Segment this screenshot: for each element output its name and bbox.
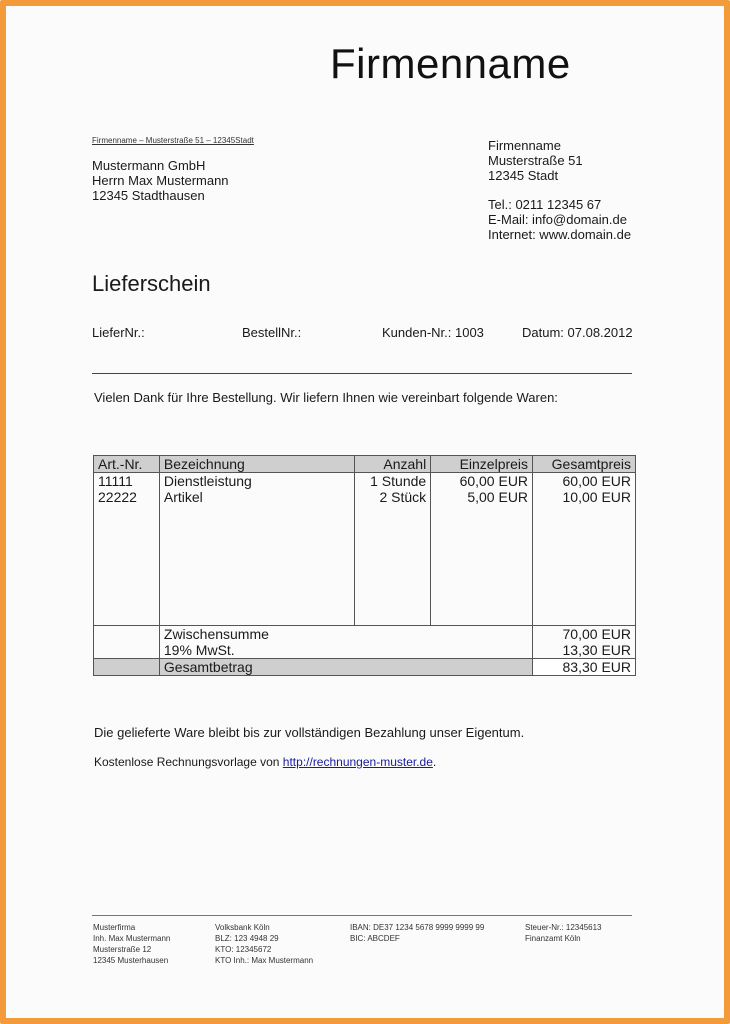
footer-line: 12345 Musterhausen: [93, 956, 169, 965]
template-note: [94, 755, 436, 769]
cell-bezeichnung: Artikel: [159, 489, 354, 505]
cell-anzahl: 2 Stück: [355, 489, 431, 505]
bestell-nr: BestellNr.:: [242, 325, 302, 340]
footer-line: BLZ: 123 4948 29: [215, 934, 279, 943]
cell-einzelpreis: 60,00 EUR: [431, 473, 533, 490]
company-contact: [488, 138, 631, 242]
tax-label: 19% MwSt.: [159, 642, 532, 659]
subtotal-label: Zwischensumme: [159, 626, 532, 643]
company-street: Musterstraße 51: [488, 153, 583, 168]
cell-einzelpreis: 5,00 EUR: [431, 489, 533, 505]
kunden-nr: Kunden-Nr.: 1003: [382, 325, 484, 340]
col-header-artnr: Art.-Nr.: [94, 456, 160, 473]
footer-tax: [525, 922, 602, 944]
tax-row: [94, 642, 636, 659]
subtotal-row: [94, 626, 636, 643]
recipient-line: Mustermann GmbH: [92, 158, 206, 173]
company-city: 12345 Stadt: [488, 168, 559, 183]
table-row: [94, 473, 636, 490]
table-row: [94, 489, 636, 505]
total-value: 83,30 EUR: [533, 659, 636, 676]
footer-bank: [215, 922, 313, 966]
footer-line: BIC: ABCDEF: [350, 934, 400, 943]
cell-artnr: 11111: [94, 473, 160, 490]
datum: Datum: 07.08.2012: [522, 325, 633, 340]
company-title: Firmenname: [330, 40, 571, 87]
cell-artnr: 22222: [94, 489, 160, 505]
footer-line: IBAN: DE37 1234 5678 9999 9999 99: [350, 923, 485, 932]
liefer-nr: LieferNr.:: [92, 325, 145, 340]
footer-line: Musterfirma: [93, 923, 136, 932]
footer-line: Musterstraße 12: [93, 945, 152, 954]
company-internet: Internet: www.domain.de: [488, 227, 632, 242]
company-phone: Tel.: 0211 12345 67: [488, 197, 602, 212]
recipient-line: Herrn Max Mustermann: [92, 173, 229, 188]
col-header-bezeichnung: Bezeichnung: [159, 456, 354, 473]
items-table: [93, 455, 636, 676]
subtotal-value: 70,00 EUR: [533, 626, 636, 643]
col-header-anzahl: Anzahl: [355, 456, 431, 473]
footer-line: Finanzamt Köln: [525, 934, 581, 943]
footer-line: Steuer-Nr.: 12345613: [525, 923, 602, 932]
divider: [92, 373, 632, 374]
template-note-suffix: .: [432, 755, 437, 769]
recipient-address: [92, 158, 229, 203]
cell-gesamtpreis: 60,00 EUR: [533, 473, 636, 490]
cell-gesamtpreis: 10,00 EUR: [533, 489, 636, 505]
footer-company: [93, 922, 170, 966]
ownership-notice: Die gelieferte Ware bleibt bis zur vollständigen Bezahlung unser Eigentum.: [94, 725, 525, 740]
tax-value: 13,30 EUR: [533, 642, 636, 659]
document-title: Lieferschein: [92, 271, 211, 296]
recipient-line: 12345 Stadthausen: [92, 188, 205, 203]
template-link[interactable]: http://rechnungen-muster.de: [282, 755, 433, 769]
footer-iban: [350, 922, 484, 944]
sender-line: Firmenname – Musterstraße 51 – 12345Stadt: [92, 136, 254, 145]
footer-line: KTO Inh.: Max Mustermann: [215, 956, 314, 965]
col-header-gesamtpreis: Gesamtpreis: [533, 456, 636, 473]
footer-line: Inh. Max Mustermann: [93, 934, 171, 943]
company-name: Firmenname: [488, 138, 561, 153]
total-label: Gesamtbetrag: [159, 659, 532, 676]
footer-divider: [92, 915, 632, 916]
intro-text: Vielen Dank für Ihre Bestellung. Wir liefern Ihnen wie vereinbart folgende Waren:: [94, 390, 558, 405]
col-header-einzelpreis: Einzelpreis: [431, 456, 533, 473]
footer-line: Volksbank Köln: [215, 923, 270, 932]
total-row: [94, 659, 636, 676]
company-email: E-Mail: info@domain.de: [488, 212, 627, 227]
table-empty-area: [94, 505, 636, 626]
template-note-prefix: Kostenlose Rechnungsvorlage von: [94, 755, 283, 769]
cell-bezeichnung: Dienstleistung: [159, 473, 354, 490]
cell-anzahl: 1 Stunde: [355, 473, 431, 490]
footer-line: KTO: 12345672: [215, 945, 272, 954]
table-header-row: [94, 456, 636, 473]
